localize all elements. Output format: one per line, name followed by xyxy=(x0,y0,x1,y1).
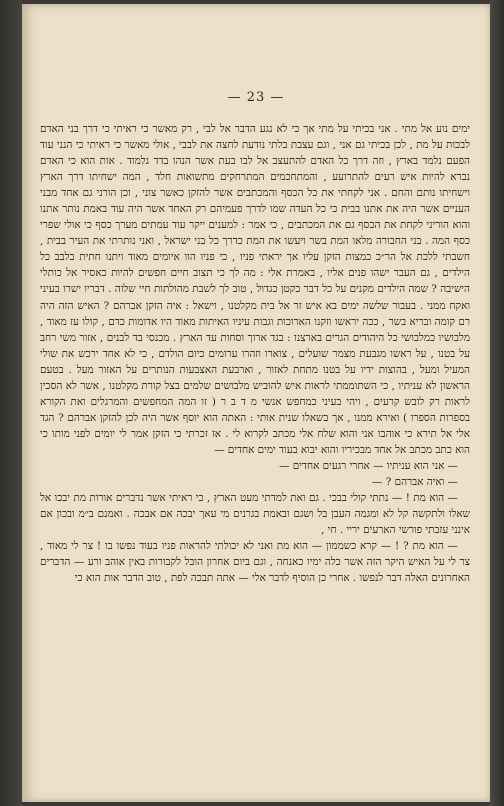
book-page xyxy=(22,4,490,802)
page-edge-shadow xyxy=(490,0,504,806)
paragraph-1: ימים נוע אל מתי . אני בכיתי על מתי אך כי לא נגע הדבר אל לבי , רק מאשר כי ראיתי כי דרך בני האדם לבכות על מת , לכן בכיתי גם אני , וגם עצבת בלתי נודעת לחצה את לבבי , אולי מאשר כי ראיתי כי הנני עוד הפעם נלמד בארץ , וזה דרך כל האדם להתעצב אל לבו בעת אשר הנהו בדד גלמוד . אות הוא כי האדם נברא להיות איש רעים להתרועע , והמתחכמים המתרחקים מתשואות חלד , המה ישחיתו דרך הארץ וישחיתו נותם והחם . אני לקחתי את כל הכסף והמכתבים אשר להזקן כאשר צוני , וכן הורני גם אחד מבני העניים אשר היה את אתנו בבית כי כל העדה שמו לדרך פעמיהם רק האחד אשר היה עוד באמת נותר אתנו והוא הוריני לקחת את הכסף גם את המכתבים , כי אמר : למענים ייקר עוד עמתים מערך כסף כי אולי שפרי כסף המה . בני החבורה מלאו המת בשר ויעשו את המת כדרך כל בני ישראל , ואני נותרתי את העיר בבית , חשבתי ללכת אל הר״כ כמצות הזקן עליו אך יראתי פניו , כי פניו הוו איומים מאוד ויתנו חתית בלבב כל הילדים , גם העבר ישהו פנים אליו , באמרת אלי : מה לך כי תצוב חיים חפשים להיות כאסיר אל כותלי הישיבה ? שמה הילדים מקנים על כל דבר כקטן כגדול , טוב לך לשבת מהולתות חיי שלוה . דבריו ישרו בעיני ואקח ממני . בעבור שלשה ימים בא איש זר אל בית מקלטנו , וישאל : איה הזקן אברהם ? האיש הזה היה רם קומה ובריא בשר , ככה יראשו וזקנו הארוכות וגבות עיניו האיתות מאוד היו אדומות כדם , קולו עז מאוד , מלבושיו כמלבושי כל היהודים הגרים בארצנו : בגד ארוך וסחות עד הארץ . מכנסי בד לבנים , אזור משי רחב על בטנו , על ראשו מגבעת מצמר שועלים , צוארו וזהרו ערומים כיום הולדם , כי לא אחד ירכש את שולי המעיל ומעל , בהוצות ידיו על בטנו מתחת לאזור , וארבעת האצבעות הנותרים על האזור מעל . בטעם הראשון לא עניתיו , כי השתוממתי לראות איש להוביש מלבושים שלמים בצל קורת מקלטנו , אשר לא הסכין לראות רק לובש קרעים , ויהי בעיני כמחפש אנשי מ ד ב ר ( זו המה המחפשים והמרגלים ואת הקורא בספרות הספרו ) ואירא ממנו , אך בשאלו שנית אותי : האתה הוא יוסף אשר היה לכן להזקן אברהם ? הגד אלי אל תירא כי אוהבו אני והוא שלח אלי מכתב לקרוא לי . אז זכרתי כי הזקן אמר לי יומים לפני מותו כי הוא כתב מכתב אל אחד מבכיריו והוא יבוא בעוד ימים אחדים — xyxy=(40,123,470,456)
paragraph-3: — ואיה אברהם ? — xyxy=(372,476,458,489)
page-number: — 23 — xyxy=(227,90,285,105)
paragraph-2: — אני הוא עניתיו — אחרי רגעים אחדים — xyxy=(279,459,458,472)
paragraph-5: — הוא מת ? ! — קרא כשממון — הוא מת ואני לא יכולתי להראות פניו בעוד נפשו בו ! צר לי מאוד , צר לי על האיש היקר הזה אשר כלה ימיו כאנחה , וגם ביום אחרון הובל לקבורות באין אוהב ורע — הדברים האחרונים האלה דבר לנפשו . אחרי כן הוסיף לדבר אלי — אתה תבכה לפת , טוב הדבר אות הוא כי xyxy=(40,540,470,585)
paragraph-4: — הוא מת ! — נתתי קולי בבכי . גם ואת למדתי מעט הארץ , כי ראיתי אשר נדברים אורות מת יבכו אל שאלו ולתקשה קל לא ומגמה העבן בל ושגם ובאמת בגרנים מי עאך יבכה אם אבכה . ואמנם ב״מ ובכון אם אינני עזבתי פורשי הארעים יריי . חי , xyxy=(40,492,470,537)
body-text xyxy=(40,121,470,586)
book-spine-shadow xyxy=(0,0,22,806)
